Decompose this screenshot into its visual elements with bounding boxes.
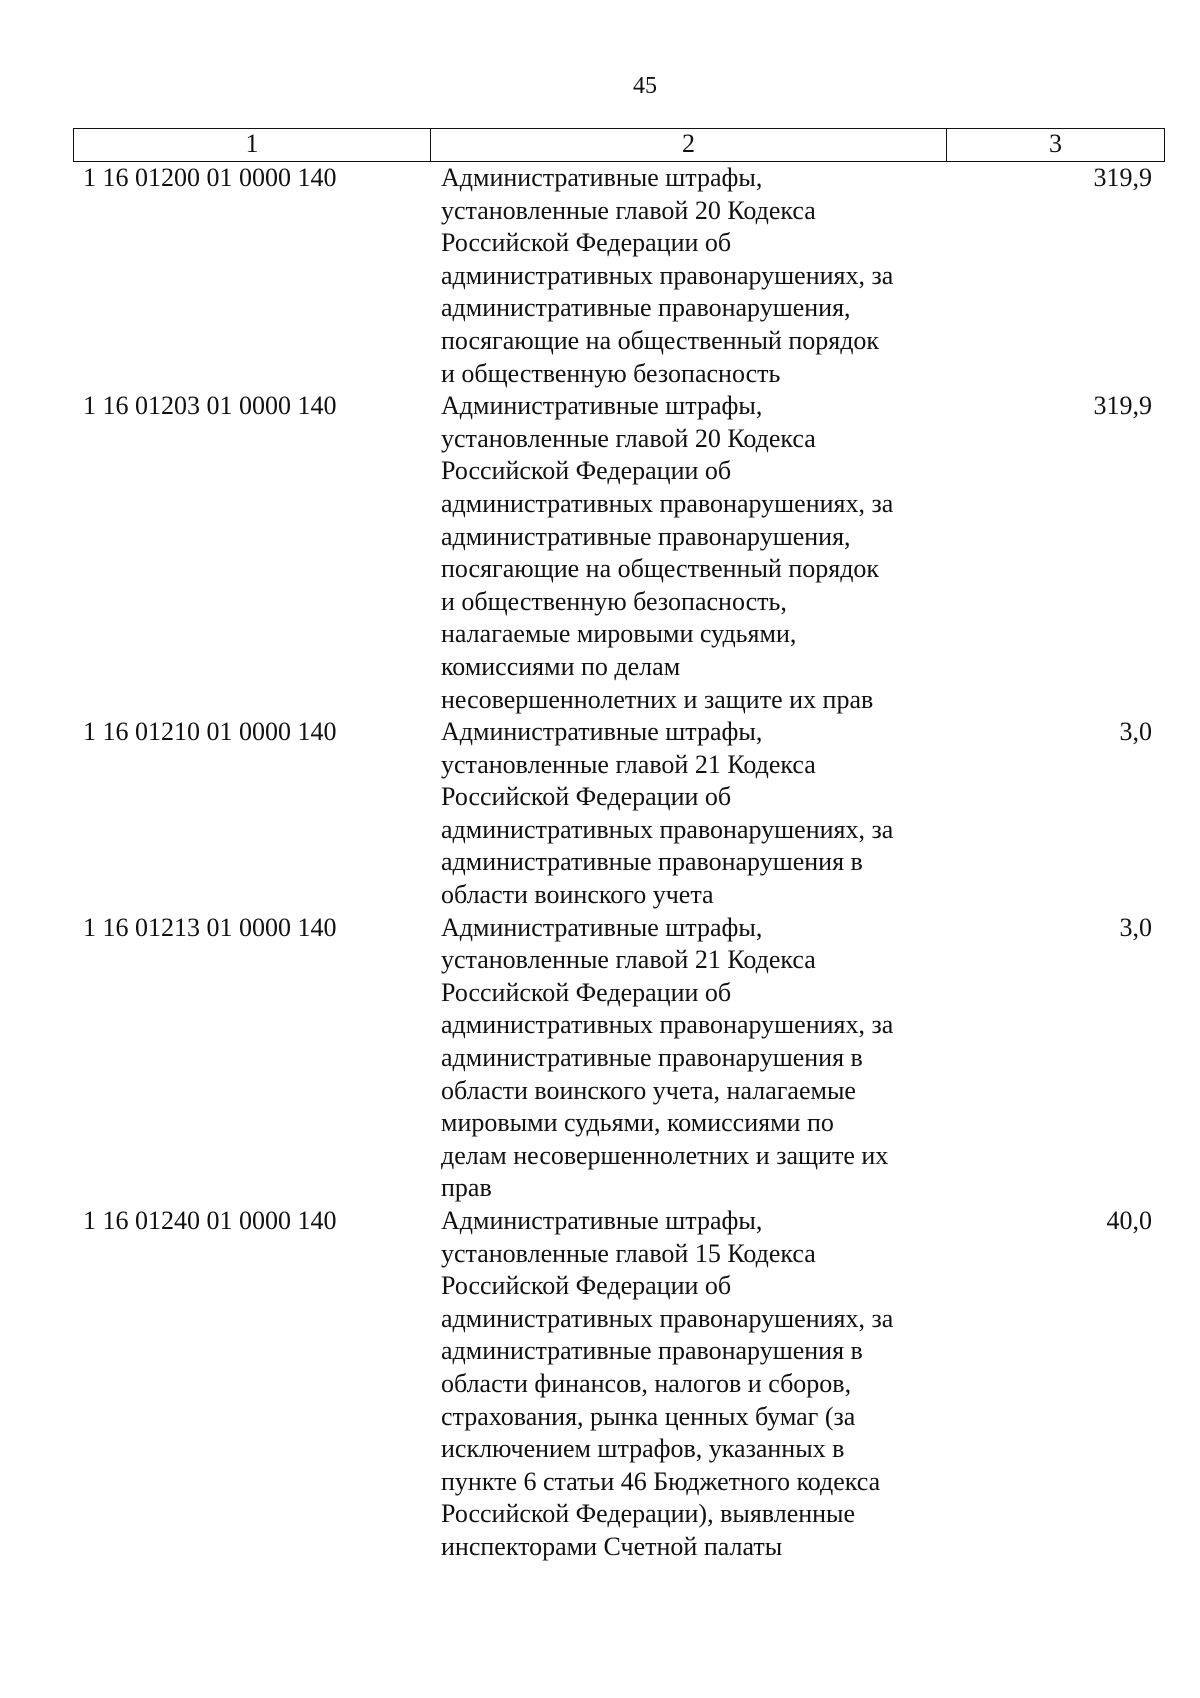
description-line: Российской Федерации об [441,228,732,258]
description-line: мировыми судьями, комиссиями по [441,1108,834,1138]
description-line: Российской Федерации об [441,456,732,486]
budget-code: 1 16 01200 01 0000 140 [83,163,337,192]
amount-value: 3,0 [1119,717,1152,747]
description-line: административные правонарушения, [441,521,851,551]
table-row [0,912,1200,1205]
description-line: установленные главой 20 Кодекса [441,423,816,453]
table-body [0,162,1200,1564]
description-line: административные правонарушения в [441,847,863,877]
description-line: административные правонарушения в [441,1336,863,1366]
description-line: установленные главой 20 Кодекса [441,195,816,225]
revenue-description [441,716,941,912]
table-row [0,1205,1200,1564]
description-line: и общественную безопасность [441,358,781,388]
description-line: административных правонарушениях, за [441,1010,894,1040]
table-header-cell-2: 2 [431,129,947,161]
budget-code: 1 16 01210 01 0000 140 [83,717,337,747]
description-line: Административные штрафы, [441,163,763,192]
description-line: Административные штрафы, [441,912,763,942]
description-line: налагаемые мировыми судьями, [441,619,797,649]
revenue-description [441,390,941,716]
description-line: области воинского учета, налагаемые [441,1075,856,1105]
amount-value: 40,0 [1106,1206,1152,1235]
description-line: административных правонарушениях, за [441,488,894,518]
budget-code: 1 16 01213 01 0000 140 [83,912,337,942]
description-line: Административные штрафы, [441,1206,763,1235]
description-line: прав [441,1173,492,1203]
amount-value: 3,0 [1119,912,1152,942]
description-line: Российской Федерации об [441,782,732,812]
description-line: административные правонарушения, [441,293,851,323]
table-header-cell-3: 3 [1049,129,1062,158]
table-header-cell-1: 1 [74,129,431,161]
description-line: делам несовершеннолетних и защите их [441,1140,889,1170]
description-line: Российской Федерации), выявленные [441,1499,856,1529]
description-line: административные правонарушения в [441,1043,863,1073]
amount-value: 319,9 [1093,391,1152,421]
description-line: установленные главой 21 Кодекса [441,945,816,975]
page-number: 45 [633,73,657,99]
description-line: посягающие на общественный порядок [441,554,880,584]
revenue-description [441,912,941,1205]
table-header-row [73,128,1165,162]
budget-code: 1 16 01203 01 0000 140 [83,391,337,421]
budget-code: 1 16 01240 01 0000 140 [83,1206,337,1235]
description-line: установленные главой 15 Кодекса [441,1238,816,1268]
revenue-description [441,1205,941,1564]
description-line: Российской Федерации об [441,977,732,1007]
description-line: комиссиями по делам [441,651,681,681]
description-line: Российской Федерации об [441,1271,732,1301]
table-row [0,162,1200,390]
description-line: Административные штрафы, [441,391,763,421]
description-line: исключением штрафов, указанных в [441,1434,845,1464]
description-line: Административные штрафы, [441,717,763,747]
description-line: страхования, рынка ценных бумаг (за [441,1401,856,1431]
description-line: административных правонарушениях, за [441,1303,894,1333]
description-line: несовершеннолетних и защите их прав [441,684,874,714]
table-row [0,716,1200,912]
description-line: установленные главой 21 Кодекса [441,749,816,779]
description-line: пункте 6 статьи 46 Бюджетного кодекса [441,1466,881,1496]
amount-value: 319,9 [1093,163,1152,192]
revenue-description [441,162,941,390]
description-line: посягающие на общественный порядок [441,325,880,355]
description-line: области воинского учета [441,880,714,910]
description-line: административных правонарушениях, за [441,260,894,290]
description-line: административных правонарушениях, за [441,814,894,844]
table-row [0,390,1200,716]
description-line: области финансов, налогов и сборов, [441,1368,852,1398]
description-line: инспекторами Счетной палаты [441,1531,783,1561]
description-line: и общественную безопасность, [441,586,787,616]
